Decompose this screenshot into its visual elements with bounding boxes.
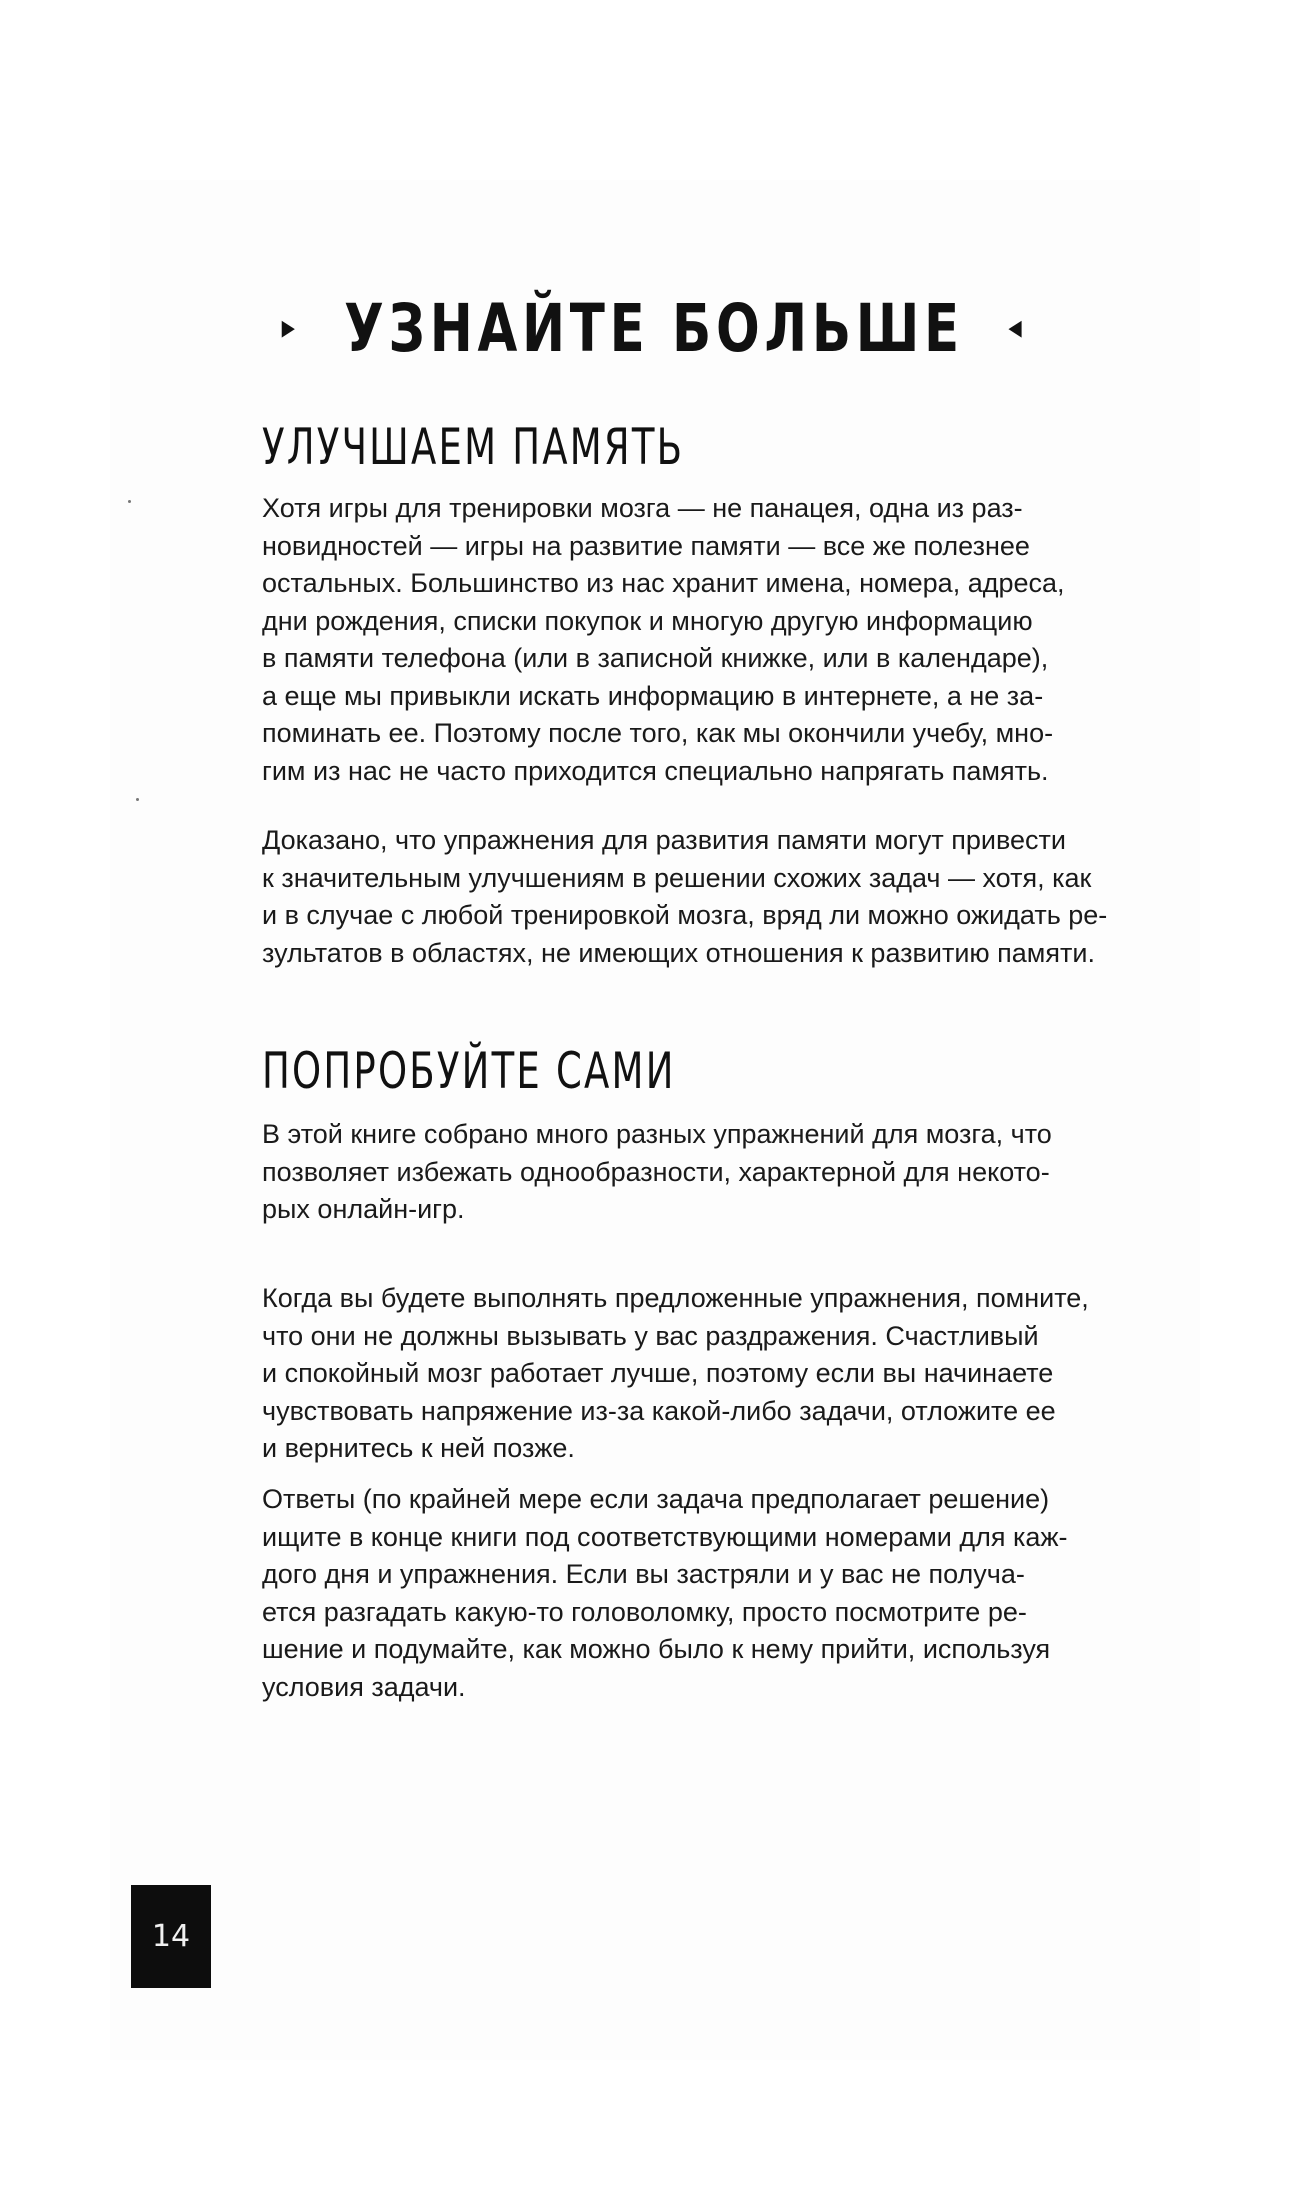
text-line: ищите в конце книги под соответствующими номерами для каж- <box>262 1521 1068 1552</box>
section-title-memory: УЛУЧШАЕМ ПАМЯТЬ <box>262 418 685 476</box>
text-line: Ответы (по крайней мере если задача предполагает решение) <box>262 1484 1050 1514</box>
paragraph <box>262 1116 1142 1229</box>
text-line: шение и подумайте, как можно было к нему прийти, используя <box>262 1634 1051 1664</box>
text-line: условия задачи. <box>262 1671 466 1702</box>
text-line: остальных. Большинство из нас хранит имена, номера, адреса, <box>262 568 1065 598</box>
text-line: Хотя игры для тренировки мозга — не панацея, одна из раз- <box>262 493 1023 523</box>
text-line: рых онлайн-игр. <box>262 1194 465 1224</box>
page-heading-text: УЗНАЙТЕ БОЛЬШЕ <box>344 290 964 367</box>
text-line: чувствовать напряжение из-за какой-либо задачи, отложите ее <box>262 1395 1056 1426</box>
arrow-right-icon: ▸ <box>281 306 300 347</box>
text-line: и спокойный мозг работает лучше, поэтому если вы начинаете <box>262 1358 1054 1388</box>
paragraph <box>262 1280 1142 1468</box>
text-line: гим из нас не часто приходится специально напрягать память. <box>262 755 1049 786</box>
arrow-left-icon: ◂ <box>1008 306 1027 347</box>
scan-speck <box>136 798 139 801</box>
text-line: В этой книге собрано много разных упражнений для мозга, что <box>262 1119 1052 1149</box>
text-line: и в случае с любой тренировкой мозга, вряд ли можно ожидать ре- <box>262 900 1108 930</box>
text-line: поминать ее. Поэтому после того, как мы окончили учебу, мно- <box>262 718 1054 748</box>
text-line: к значительным улучшениям в решении схожих задач — хотя, как <box>262 862 1092 893</box>
text-line: в памяти телефона (или в записной книжке, или в календаре), <box>262 643 1049 673</box>
text-line: дни рождения, списки покупок и многую другую информацию <box>262 605 1033 636</box>
scan-speck <box>128 500 131 503</box>
text-line: а еще мы привыкли искать информацию в интернете, а не за- <box>262 680 1044 711</box>
paragraph <box>262 490 1142 790</box>
paragraph <box>262 1481 1142 1706</box>
page-heading <box>144 290 1164 367</box>
text-line: зультатов в областях, не имеющих отношения к развитию памяти. <box>262 937 1095 968</box>
page-number-badge <box>131 1885 211 1988</box>
text-line: ется разгадать какую-то головоломку, просто посмотрите ре- <box>262 1596 1027 1627</box>
text-line: позволяет избежать однообразности, характерной для некото- <box>262 1156 1050 1187</box>
text-line: и вернитесь к ней позже. <box>262 1433 575 1463</box>
text-line: Доказано, что упражнения для развития памяти могут привести <box>262 825 1066 855</box>
text-line: дого дня и упражнения. Если вы застряли и у вас не получа- <box>262 1559 1025 1589</box>
text-line: новидностей — игры на развитие памяти — все же полезнее <box>262 530 1030 561</box>
section-title-try-yourself: ПОПРОБУЙТЕ САМИ <box>262 1042 676 1100</box>
text-line: Когда вы будете выполнять предложенные упражнения, помните, <box>262 1283 1089 1313</box>
text-line: что они не должны вызывать у вас раздражения. Счастливый <box>262 1320 1039 1351</box>
paragraph <box>262 822 1142 972</box>
page-number: 14 <box>151 1919 191 1954</box>
